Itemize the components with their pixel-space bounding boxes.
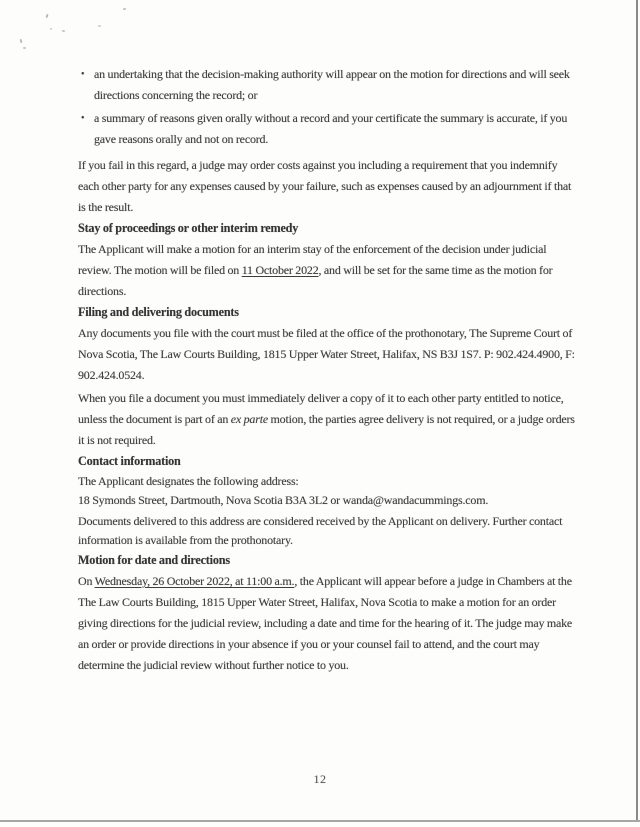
paragraph-stay-motion — [78, 239, 580, 302]
scan-speck — [45, 14, 48, 18]
scan-speck — [123, 8, 126, 10]
motion-text-after-date: , the Applicant will appear before a judge in Chambers at the The Law Courts Building, 1815 Upper Water Street, Halifax, Nova Scotia to make a motion for an order giving directions for the judicial review, including a date and time for the hearing of it. The judge may make an order or provide directions in your absence if you or your counsel fail to attend, and the court may determine the judicial review without further notice to you. — [78, 574, 573, 672]
bullet-list — [78, 64, 580, 150]
bullet-marker: • — [81, 69, 85, 80]
paragraph-filing-office: Any documents you file with the court must be filed at the office of the prothonotary, The Supreme Court of Nova Scotia, The Law Courts Building, 1815 Upper Water Street, Halifax, NS B3J 1S7. P: 902.424.4900, F: 902.424.0524. — [78, 326, 575, 382]
contact-designates-line: The Applicant designates the following address: — [78, 474, 299, 488]
page-number: 12 — [313, 772, 327, 786]
heading-filing-delivering: Filing and delivering documents — [78, 305, 239, 319]
delivery-text-after-term: motion, the parties agree delivery is not required, or a judge orders it is not required. — [78, 412, 575, 447]
paragraph-delivery-receipt: Documents delivered to this address are considered received by the Applicant on delivery. Further contact information is available from the prothonotary. — [78, 514, 563, 547]
stay-filing-date: 11 October 2022 — [241, 263, 319, 277]
ex-parte-term: ex parte — [230, 412, 268, 426]
stay-text-before-date: The Applicant will make a motion for an interim stay of the enforcement of the decision under judicial review. The motion will be filed on — [78, 242, 547, 277]
bullet-marker: • — [81, 113, 85, 124]
scan-speck — [20, 39, 23, 43]
bullet-item — [81, 64, 580, 106]
bullet-text-undertaking: an undertaking that the decision-making authority will appear on the motion for directions and will seek directions concerning the record; or — [94, 67, 570, 102]
document-body — [78, 64, 580, 676]
motion-text-before-date: On — [78, 574, 95, 588]
heading-motion-date-directions: Motion for date and directions — [78, 553, 230, 567]
scan-speck — [98, 25, 101, 27]
delivery-text-before-term: When you file a document you must immediately deliver a copy of it to each other party entitled to notice, unless the document is part of an — [78, 391, 564, 426]
motion-hearing-date: Wednesday, 26 October 2022, at 11:00 a.m. — [94, 574, 295, 588]
heading-contact-information: Contact information — [78, 454, 181, 468]
contact-address-line: 18 Symonds Street, Dartmouth, Nova Scotia B3A 3L2 or wanda@wandacummings.com. — [78, 493, 489, 507]
heading-stay-of-proceedings: Stay of proceedings or other interim remedy — [78, 221, 299, 235]
bullet-item — [81, 108, 580, 150]
scan-speck — [62, 30, 65, 32]
scan-edge-line-right — [636, 0, 638, 821]
scan-edge-line-bottom — [0, 820, 640, 822]
bullet-text-summary-of-reasons: a summary of reasons given orally without a record and your certificate the summary is accurate, if you gave reasons orally and not on record. — [94, 111, 568, 146]
paragraph-costs-warning: If you fail in this regard, a judge may order costs against you including a requirement that you indemnify each other party for any expenses caused by your failure, such as expenses caused by an adjournment if that is the result. — [78, 158, 572, 214]
stay-text-after-date: , and will be set for the same time as the motion for directions. — [78, 263, 553, 298]
paragraph-delivery-rules — [78, 388, 580, 451]
paragraph-motion-appearance — [78, 571, 580, 676]
scan-speck — [23, 47, 26, 49]
scan-speck — [50, 28, 52, 30]
